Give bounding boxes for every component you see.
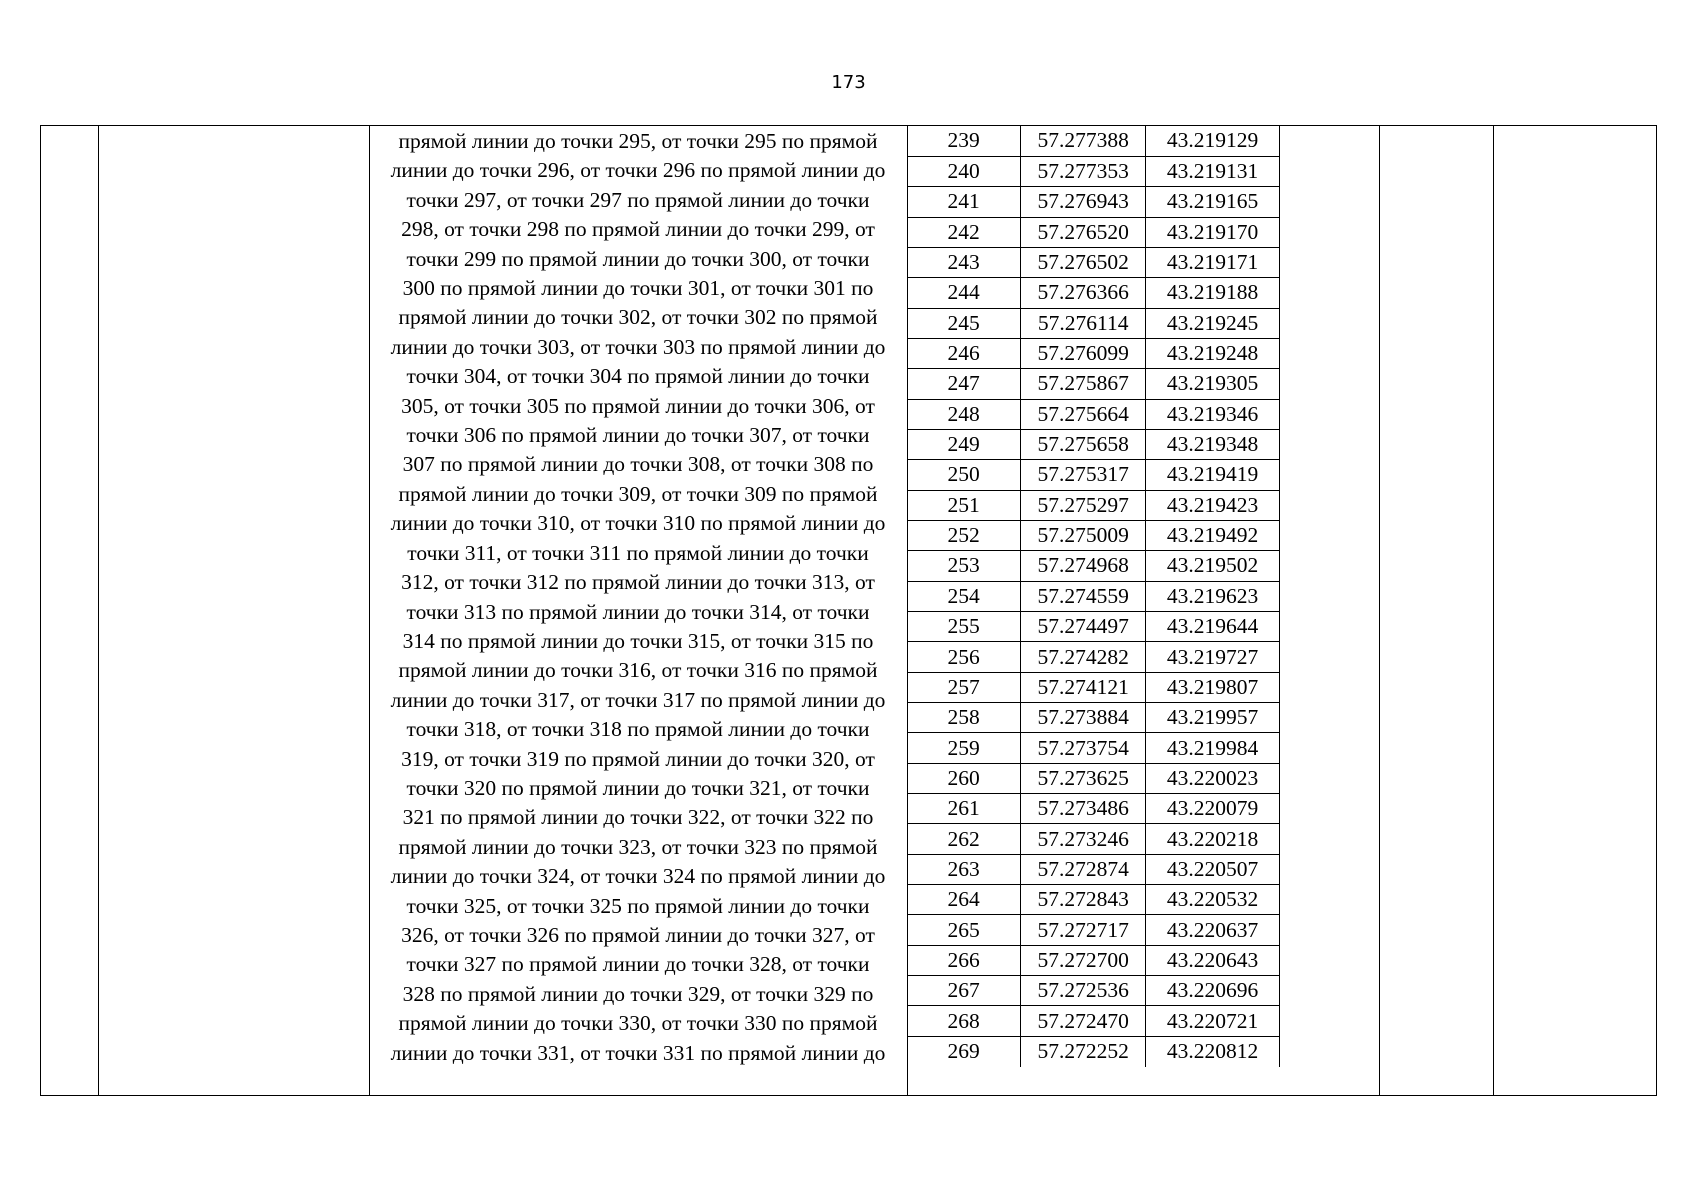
table-row [907, 581, 1280, 611]
table-row [907, 672, 1280, 702]
description-line: 328 по прямой линии до точки 329, от точки 329 по [402, 981, 874, 1006]
point-number-cell: 255 [907, 612, 1021, 642]
table-row [907, 399, 1280, 429]
table-row [907, 915, 1280, 945]
description-line: точки 318, от точки 318 по прямой линии до точки [406, 717, 870, 742]
point-number-cell: 256 [907, 642, 1021, 672]
description-line: линии до точки 317, от точки 317 по прямой линии до [390, 687, 886, 712]
table-row [907, 763, 1280, 793]
longitude-cell: 43.219131 [1146, 156, 1280, 186]
longitude-cell: 43.219171 [1146, 247, 1280, 277]
point-number-cell: 267 [907, 976, 1021, 1006]
longitude-cell: 43.219807 [1146, 672, 1280, 702]
latitude-cell: 57.272700 [1021, 945, 1146, 975]
coordinates-table [907, 126, 1280, 1067]
column-divider [1379, 126, 1380, 1095]
table-row [907, 490, 1280, 520]
column-divider [98, 126, 99, 1095]
table-row [907, 1036, 1280, 1066]
description-line: прямой линии до точки 330, от точки 330 по прямой [398, 1011, 878, 1036]
longitude-cell: 43.220696 [1146, 976, 1280, 1006]
description-line: точки 325, от точки 325 по прямой линии до точки [406, 893, 870, 918]
longitude-cell: 43.219248 [1146, 338, 1280, 368]
table-row [907, 551, 1280, 581]
description-line: точки 313 по прямой линии до точки 314, от точки [406, 599, 870, 624]
latitude-cell: 57.276943 [1021, 187, 1146, 217]
description-line: точки 327 по прямой линии до точки 328, от точки [406, 952, 870, 977]
description-line: прямой линии до точки 295, от точки 295 по прямой [398, 129, 878, 153]
description-line: 312, от точки 312 по прямой линии до точки 313, от [401, 570, 875, 595]
latitude-cell: 57.272470 [1021, 1006, 1146, 1036]
longitude-cell: 43.219165 [1146, 187, 1280, 217]
point-number-cell: 246 [907, 338, 1021, 368]
longitude-cell: 43.219423 [1146, 490, 1280, 520]
description-line: точки 299 по прямой линии до точки 300, от точки [406, 246, 870, 271]
table-row [907, 369, 1280, 399]
point-number-cell: 247 [907, 369, 1021, 399]
longitude-cell: 43.220721 [1146, 1006, 1280, 1036]
longitude-cell: 43.219727 [1146, 642, 1280, 672]
point-number-cell: 253 [907, 551, 1021, 581]
latitude-cell: 57.272252 [1021, 1036, 1146, 1066]
latitude-cell: 57.276366 [1021, 278, 1146, 308]
description-line: 300 по прямой линии до точки 301, от точки 301 по [402, 276, 874, 301]
longitude-cell: 43.220643 [1146, 945, 1280, 975]
latitude-cell: 57.273486 [1021, 794, 1146, 824]
point-number-cell: 257 [907, 672, 1021, 702]
table-row [907, 217, 1280, 247]
latitude-cell: 57.273625 [1021, 763, 1146, 793]
point-number-cell: 245 [907, 308, 1021, 338]
latitude-cell: 57.274121 [1021, 672, 1146, 702]
point-number-cell: 262 [907, 824, 1021, 854]
table-row [907, 976, 1280, 1006]
point-number-cell: 240 [907, 156, 1021, 186]
table-row [907, 733, 1280, 763]
description-line: прямой линии до точки 316, от точки 316 по прямой [398, 658, 878, 683]
latitude-cell: 57.272536 [1021, 976, 1146, 1006]
point-number-cell: 239 [907, 126, 1021, 156]
table-row [907, 338, 1280, 368]
longitude-cell: 43.220507 [1146, 854, 1280, 884]
latitude-cell: 57.276099 [1021, 338, 1146, 368]
longitude-cell: 43.219129 [1146, 126, 1280, 156]
description-line: 314 по прямой линии до точки 315, от точки 315 по [402, 628, 874, 653]
latitude-cell: 57.275297 [1021, 490, 1146, 520]
description-line: линии до точки 310, от точки 310 по прямой линии до [390, 511, 886, 536]
latitude-cell: 57.275867 [1021, 369, 1146, 399]
table-row [907, 642, 1280, 672]
longitude-cell: 43.220023 [1146, 763, 1280, 793]
description-line: 298, от точки 298 по прямой линии до точки 299, от [401, 217, 875, 242]
description-line: линии до точки 331, от точки 331 по прямой линии до [390, 1040, 886, 1065]
table-row [907, 308, 1280, 338]
longitude-cell: 43.220079 [1146, 794, 1280, 824]
page-number: 173 [831, 72, 866, 93]
longitude-cell: 43.219984 [1146, 733, 1280, 763]
longitude-cell: 43.219957 [1146, 703, 1280, 733]
table-row [907, 460, 1280, 490]
point-number-cell: 251 [907, 490, 1021, 520]
table-row [907, 945, 1280, 975]
point-number-cell: 264 [907, 885, 1021, 915]
latitude-cell: 57.272717 [1021, 915, 1146, 945]
latitude-cell: 57.273246 [1021, 824, 1146, 854]
longitude-cell: 43.220812 [1146, 1036, 1280, 1066]
description-line: точки 311, от точки 311 по прямой линии до точки [407, 540, 869, 565]
description-line: 307 по прямой линии до точки 308, от точки 308 по [402, 452, 874, 477]
point-number-cell: 260 [907, 763, 1021, 793]
point-number-cell: 249 [907, 429, 1021, 459]
latitude-cell: 57.274282 [1021, 642, 1146, 672]
description-line: линии до точки 303, от точки 303 по прямой линии до [390, 334, 886, 359]
latitude-cell: 57.274968 [1021, 551, 1146, 581]
longitude-cell: 43.220532 [1146, 885, 1280, 915]
longitude-cell: 43.219492 [1146, 520, 1280, 550]
description-line: линии до точки 324, от точки 324 по прямой линии до [390, 864, 886, 889]
point-number-cell: 263 [907, 854, 1021, 884]
point-number-cell: 266 [907, 945, 1021, 975]
description-line: 305, от точки 305 по прямой линии до точки 306, от [401, 393, 875, 418]
table-row [907, 854, 1280, 884]
latitude-cell: 57.277388 [1021, 126, 1146, 156]
point-number-cell: 265 [907, 915, 1021, 945]
table-row [907, 703, 1280, 733]
point-number-cell: 250 [907, 460, 1021, 490]
description-line: прямой линии до точки 309, от точки 309 по прямой [398, 481, 878, 506]
point-number-cell: 243 [907, 247, 1021, 277]
description-line: 319, от точки 319 по прямой линии до точки 320, от [401, 746, 875, 771]
latitude-cell: 57.276502 [1021, 247, 1146, 277]
latitude-cell: 57.272843 [1021, 885, 1146, 915]
point-number-cell: 248 [907, 399, 1021, 429]
table-row [907, 612, 1280, 642]
point-number-cell: 241 [907, 187, 1021, 217]
table-row [907, 126, 1280, 156]
latitude-cell: 57.274497 [1021, 612, 1146, 642]
latitude-cell: 57.276520 [1021, 217, 1146, 247]
description-line: точки 304, от точки 304 по прямой линии до точки [406, 364, 870, 389]
column-divider [1493, 126, 1494, 1095]
table-row [907, 247, 1280, 277]
boundary-table [40, 125, 1657, 1096]
description-line: прямой линии до точки 323, от точки 323 по прямой [398, 834, 878, 859]
point-number-cell: 259 [907, 733, 1021, 763]
latitude-cell: 57.273754 [1021, 733, 1146, 763]
latitude-cell: 57.277353 [1021, 156, 1146, 186]
latitude-cell: 57.272874 [1021, 854, 1146, 884]
point-number-cell: 268 [907, 1006, 1021, 1036]
point-number-cell: 269 [907, 1036, 1021, 1066]
longitude-cell: 43.219348 [1146, 429, 1280, 459]
table-row [907, 278, 1280, 308]
longitude-cell: 43.219305 [1146, 369, 1280, 399]
point-number-cell: 261 [907, 794, 1021, 824]
description-line: прямой линии до точки 302, от точки 302 по прямой [398, 305, 878, 330]
description-line: точки 320 по прямой линии до точки 321, от точки [406, 775, 870, 800]
latitude-cell: 57.275664 [1021, 399, 1146, 429]
longitude-cell: 43.220637 [1146, 915, 1280, 945]
point-number-cell: 258 [907, 703, 1021, 733]
point-number-cell: 254 [907, 581, 1021, 611]
table-row [907, 520, 1280, 550]
longitude-cell: 43.219502 [1146, 551, 1280, 581]
longitude-cell: 43.219188 [1146, 278, 1280, 308]
description-line: линии до точки 296, от точки 296 по прямой линии до [390, 158, 886, 183]
longitude-cell: 43.219346 [1146, 399, 1280, 429]
table-row [907, 187, 1280, 217]
point-number-cell: 242 [907, 217, 1021, 247]
description-line: 326, от точки 326 по прямой линии до точки 327, от [401, 922, 875, 947]
latitude-cell: 57.276114 [1021, 308, 1146, 338]
table-row [907, 885, 1280, 915]
table-row [907, 824, 1280, 854]
longitude-cell: 43.219419 [1146, 460, 1280, 490]
point-number-cell: 252 [907, 520, 1021, 550]
point-number-cell: 244 [907, 278, 1021, 308]
table-row [907, 156, 1280, 186]
longitude-cell: 43.220218 [1146, 824, 1280, 854]
longitude-cell: 43.219170 [1146, 217, 1280, 247]
latitude-cell: 57.273884 [1021, 703, 1146, 733]
latitude-cell: 57.275658 [1021, 429, 1146, 459]
table-row [907, 429, 1280, 459]
longitude-cell: 43.219623 [1146, 581, 1280, 611]
latitude-cell: 57.275317 [1021, 460, 1146, 490]
longitude-cell: 43.219644 [1146, 612, 1280, 642]
boundary-description [369, 126, 907, 1068]
table-row [907, 794, 1280, 824]
latitude-cell: 57.274559 [1021, 581, 1146, 611]
description-line: 321 по прямой линии до точки 322, от точки 322 по [402, 805, 874, 830]
latitude-cell: 57.275009 [1021, 520, 1146, 550]
longitude-cell: 43.219245 [1146, 308, 1280, 338]
table-row [907, 1006, 1280, 1036]
description-line: точки 306 по прямой линии до точки 307, от точки [406, 423, 870, 448]
description-line: точки 297, от точки 297 по прямой линии до точки [406, 187, 870, 212]
